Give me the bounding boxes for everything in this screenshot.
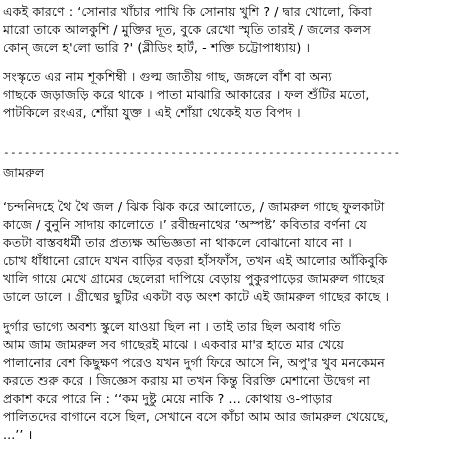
text-line: ...’’ । [3,427,33,442]
text-line: দুর্গার ভাগ্যে অবশ্য স্কুলে যাওয়া ছিল না । তাই তার ছিল অবাধ গতি [3,319,341,334]
text-line: সংস্কৃতে এর নাম শূকশিম্বী । গুল্ম জাতীয় গাছ, জঙ্গলে বাঁশ বা অন্য [3,69,332,84]
text-line: করতে শুরু করে । জিজ্ঞেস করায় মা তখন কিন্তু বিরক্তি মেশানো উদ্বেগ না [3,373,370,388]
text-line: ডালে ডালে । গ্রীষ্মের ছুটির একটা বড় অংশ কাটে এই জামরুল গাছের কাছে । [3,289,390,304]
text-line: খালি গায়ে মেখে গ্রামের ছেলেরা দাপিয়ে বেড়ায় পুকুরপাড়ের জামরুল গাছের [3,271,385,286]
text-line: প্রকাশ করে পারে নি : ‘‘কম দুষ্টু মেয়ে নাকি ? ... কোথায় ও-পাড়ার [3,391,333,406]
text-line: পালানোর বেশ কিছুক্ষণ পরেও যখন দুর্গা ফিরে আসে নি, অপু'র খুব মনকেমন [3,355,385,370]
text-line: কোন্‌ জলে হ'লো ভারি ?' (ব্লীডিং হার্ট, - শক্তি চট্টোপাধ্যায়) । [3,40,311,55]
text-line: কাজে / বুনুনি সাদায় কালোতে ।’ রবীন্দ্রনাথের ‘অস্পষ্ট’ কবিতার বর্ণনা যে [3,217,367,232]
text-line: কতটা বাস্তবধর্মী তার প্রত্যক্ষ অভিজ্ঞতা না থাকলে বোঝানো যাবে না । [3,235,352,250]
section-heading: জামরুল [3,165,45,180]
text-line: পালিতদের বাগানে বসে ছিল, সেখানে বসে কাঁচা আম আর জামরুল খেয়েছে, [3,409,389,424]
text-line: ‘চন্দনিদহে থৈ থৈ জল / ঝিক ঝিক করে আলোতে, / জামরুল গাছে ফুলকাটা [3,199,385,214]
text-line: গাছকে জড়াজড়ি করে থাকে । পাতা মাঝারি আকারের । ফল শুঁটির মতো, [3,87,370,102]
text-line: আম জাম জামরুল সব গাছেরই মাঝে । একবার মা'র হাতে মার খেয়ে [3,337,345,352]
text-line: পাটকিলে রংএর, শোঁয়া যুক্ত । এই শোঁয়া থেকেই যত বিপদ । [3,105,301,120]
section-divider: --------------------------------------------------------- [3,147,401,159]
text-line: মারো তাকে আলকুশি / মুক্তির দূত, বুকে রেখো স্মৃতি তারই / জলের কলস [3,22,371,37]
text-line: চোখ ধাঁধানো রোদে যখন বাড়ির বড়রা হাঁসফাঁস, তখন এই আলোর আঁকিবুকি [3,253,388,268]
text-line: একই কারণে : ‘সোনার খাঁচার পাখি কি সোনায় খুশি ? / দ্বার খোলো, কিবা [3,4,372,19]
